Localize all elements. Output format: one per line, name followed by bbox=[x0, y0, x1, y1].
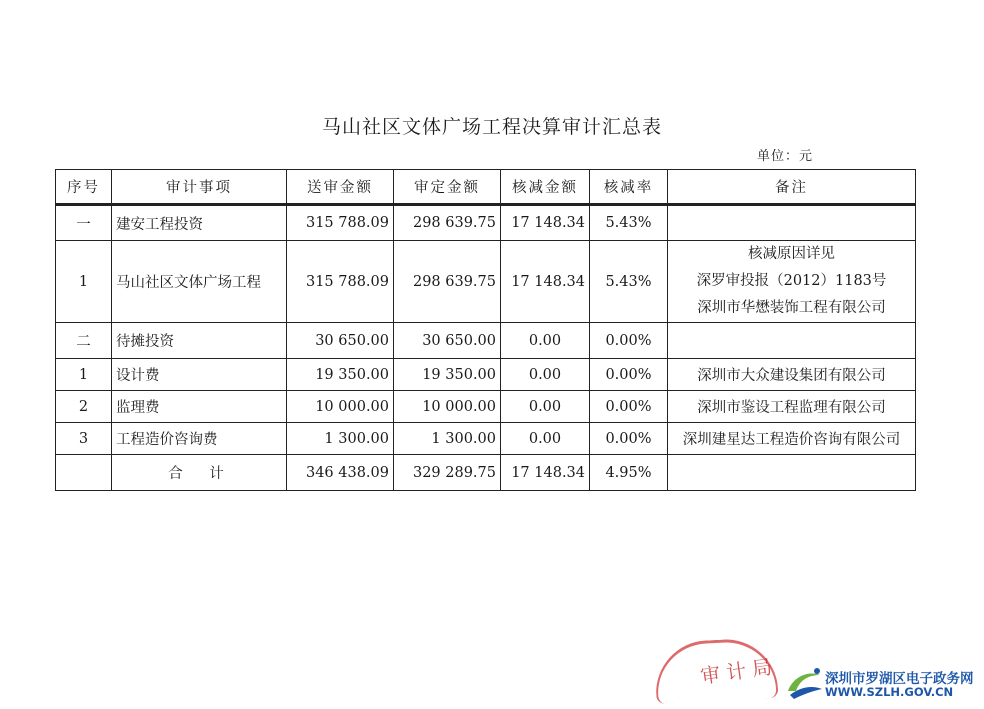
cell-seq: 一 bbox=[56, 205, 112, 241]
cell-submitted: 30 650.00 bbox=[287, 323, 394, 359]
cell-item: 设计费 bbox=[112, 359, 287, 391]
cell-item: 待摊投资 bbox=[112, 323, 287, 359]
cell-item: 建安工程投资 bbox=[112, 205, 287, 241]
cell-remark bbox=[668, 241, 916, 323]
header-rate: 核减率 bbox=[590, 170, 668, 205]
cell-approved: 298 639.75 bbox=[394, 241, 501, 323]
seal-text: 审计局 bbox=[698, 653, 780, 689]
cell-seq bbox=[56, 455, 112, 491]
remark-line: 核减原因详见 bbox=[748, 246, 835, 262]
cell-seq: 1 bbox=[56, 241, 112, 323]
cell-reduced: 17 148.34 bbox=[501, 205, 590, 241]
cell-rate: 0.00% bbox=[590, 323, 668, 359]
cell-remark: 深圳市大众建设集团有限公司 bbox=[668, 359, 916, 391]
table-header-row bbox=[56, 170, 916, 205]
cell-reduced: 0.00 bbox=[501, 359, 590, 391]
cell-remark bbox=[668, 205, 916, 241]
cell-approved: 30 650.00 bbox=[394, 323, 501, 359]
cell-approved: 19 350.00 bbox=[394, 359, 501, 391]
header-remark: 备注 bbox=[668, 170, 916, 205]
cell-seq: 二 bbox=[56, 323, 112, 359]
total-reduced: 17 148.34 bbox=[501, 455, 590, 491]
table-row bbox=[56, 423, 916, 455]
table-row bbox=[56, 205, 916, 241]
cell-submitted: 1 300.00 bbox=[287, 423, 394, 455]
table-row bbox=[56, 359, 916, 391]
header-approved: 审定金额 bbox=[394, 170, 501, 205]
total-approved: 329 289.75 bbox=[394, 455, 501, 491]
cell-rate: 5.43% bbox=[590, 205, 668, 241]
cell-submitted: 315 788.09 bbox=[287, 205, 394, 241]
header-submitted: 送审金额 bbox=[287, 170, 394, 205]
cell-remark: 深圳建星达工程造价咨询有限公司 bbox=[668, 423, 916, 455]
unit-label: 单位：元 bbox=[757, 149, 814, 164]
cell-rate: 0.00% bbox=[590, 423, 668, 455]
document-title: 马山社区文体广场工程决算审计汇总表 bbox=[321, 116, 662, 138]
cell-item: 马山社区文体广场工程 bbox=[112, 241, 287, 323]
cell-rate: 0.00% bbox=[590, 391, 668, 423]
remark-line: 深圳市华懋装饰工程有限公司 bbox=[697, 300, 886, 316]
szlh-logo bbox=[784, 663, 984, 705]
total-rate: 4.95% bbox=[590, 455, 668, 491]
remark-line: 深罗审投报（2012）1183号 bbox=[696, 273, 887, 289]
cell-reduced: 0.00 bbox=[501, 391, 590, 423]
szlh-swoosh-icon bbox=[784, 665, 824, 701]
logo-url: WWW.SZLH.GOV.CN bbox=[825, 685, 954, 699]
audit-summary-table bbox=[55, 169, 916, 491]
cell-remark bbox=[668, 455, 916, 491]
table-row bbox=[56, 323, 916, 359]
cell-reduced: 0.00 bbox=[501, 323, 590, 359]
cell-item: 工程造价咨询费 bbox=[112, 423, 287, 455]
logo-name-cn: 深圳市罗湖区电子政务网 bbox=[825, 671, 974, 687]
table-row bbox=[56, 241, 916, 323]
cell-approved: 1 300.00 bbox=[394, 423, 501, 455]
cell-submitted: 10 000.00 bbox=[287, 391, 394, 423]
cell-remark: 深圳市鉴设工程监理有限公司 bbox=[668, 391, 916, 423]
cell-seq: 2 bbox=[56, 391, 112, 423]
total-submitted: 346 438.09 bbox=[287, 455, 394, 491]
cell-seq: 3 bbox=[56, 423, 112, 455]
cell-reduced: 0.00 bbox=[501, 423, 590, 455]
cell-rate: 0.00% bbox=[590, 359, 668, 391]
header-item: 审计事项 bbox=[112, 170, 287, 205]
cell-approved: 298 639.75 bbox=[394, 205, 501, 241]
header-reduced: 核减金额 bbox=[501, 170, 590, 205]
header-seq: 序号 bbox=[56, 170, 112, 205]
table-row bbox=[56, 391, 916, 423]
cell-approved: 10 000.00 bbox=[394, 391, 501, 423]
remark-lines bbox=[672, 241, 911, 322]
total-row bbox=[56, 455, 916, 491]
cell-submitted: 19 350.00 bbox=[287, 359, 394, 391]
total-label: 合 计 bbox=[112, 455, 287, 491]
cell-remark bbox=[668, 323, 916, 359]
cell-item: 监理费 bbox=[112, 391, 287, 423]
cell-seq: 1 bbox=[56, 359, 112, 391]
cell-rate: 5.43% bbox=[590, 241, 668, 323]
cell-reduced: 17 148.34 bbox=[501, 241, 590, 323]
cell-submitted: 315 788.09 bbox=[287, 241, 394, 323]
